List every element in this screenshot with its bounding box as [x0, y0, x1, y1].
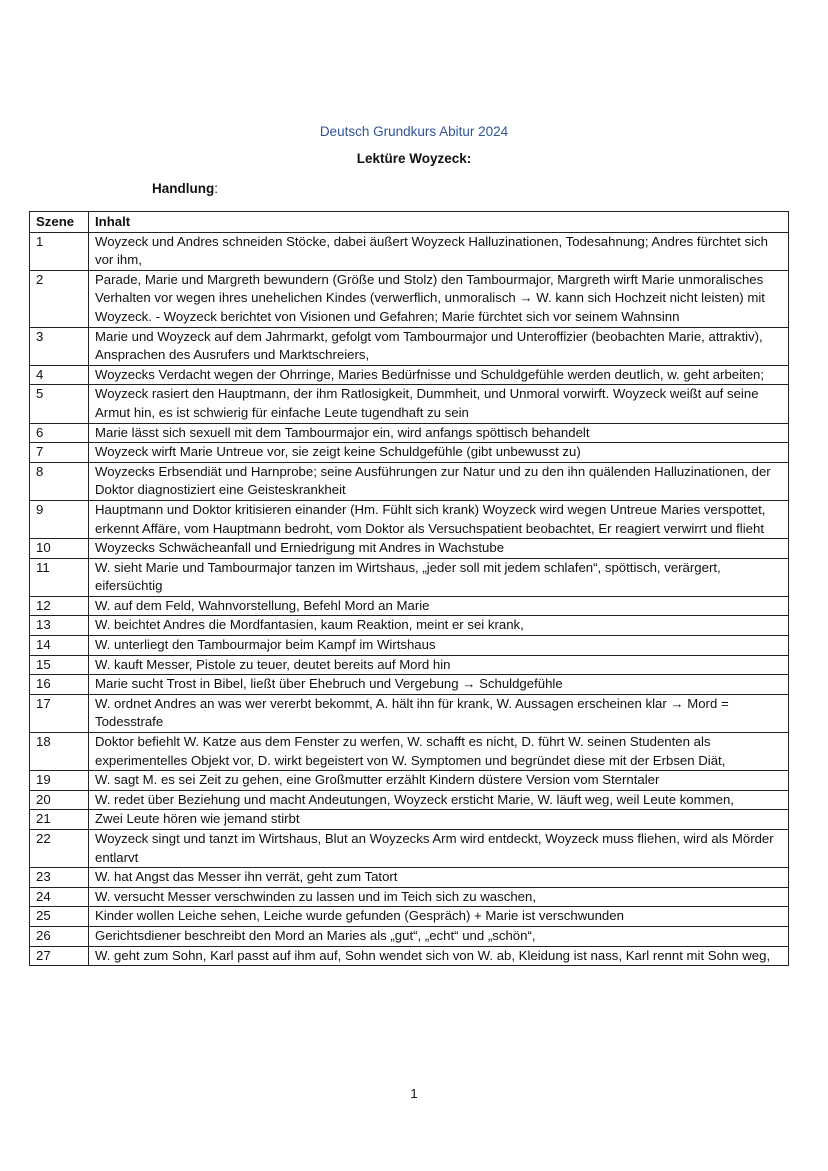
column-header-content: Inhalt: [89, 212, 789, 233]
table-row: [30, 500, 789, 538]
scene-content: W. kauft Messer, Pistole zu teuer, deutet bereits auf Mord hin: [89, 655, 789, 675]
scene-content: Woyzeck singt und tanzt im Wirtshaus, Blut an Woyzecks Arm wird entdeckt, Woyzeck muss fliehen, wird als Mörder entlarvt: [89, 830, 789, 868]
table-header-row: [30, 212, 789, 233]
scene-content: Zwei Leute hören wie jemand stirbt: [89, 810, 789, 830]
scene-content: Doktor befiehlt W. Katze aus dem Fenster zu werfen, W. schafft es nicht, D. führt W. seinen Studenten als experimentelles Objekt vor, D. wirkt begeistert von W. Symptomen und begründet diese mit der Erbsen Diät,: [89, 733, 789, 771]
scene-number: 27: [30, 946, 89, 966]
section-heading-text: Handlung: [152, 181, 215, 196]
table-row: [30, 907, 789, 927]
scene-number: 19: [30, 771, 89, 791]
scene-number: 26: [30, 926, 89, 946]
scene-content: Woyzeck wirft Marie Untreue vor, sie zeigt keine Schuldgefühle (gibt unbewusst zu): [89, 443, 789, 463]
scene-content: Gerichtsdiener beschreibt den Mord an Maries als „gut“, „echt“ und „schön“,: [89, 926, 789, 946]
page-number: 1: [410, 1086, 418, 1101]
scene-content: W. redet über Beziehung und macht Andeutungen, Woyzeck ersticht Marie, W. läuft weg, weil Leute kommen,: [89, 790, 789, 810]
table-row: [30, 539, 789, 559]
section-heading: [152, 181, 218, 196]
scene-content: W. hat Angst das Messer ihn verrät, geht zum Tatort: [89, 868, 789, 888]
table-body: [30, 232, 789, 966]
table-row: [30, 616, 789, 636]
scene-content: Woyzeck rasiert den Hauptmann, der ihm Ratlosigkeit, Dummheit, und Unmoral vorwirft. Woyzeck weißt auf seine Armut hin, es ist schwierig für einfache Leute tugendhaft zu sein: [89, 385, 789, 423]
scene-content: Woyzecks Erbsendiät und Harnprobe; seine Ausführungen zur Natur und zu den ihn quälenden Halluzinationen, der Doktor diagnostiziert eine Geisteskrankheit: [89, 462, 789, 500]
scene-number: 15: [30, 655, 89, 675]
scene-content: W. unterliegt den Tambourmajor beim Kampf im Wirtshaus: [89, 636, 789, 656]
table-row: [30, 926, 789, 946]
table-row: [30, 790, 789, 810]
scene-content: W. geht zum Sohn, Karl passt auf ihm auf, Sohn wendet sich von W. ab, Kleidung ist nass, Karl rennt mit Sohn weg,: [89, 946, 789, 966]
table-row: [30, 385, 789, 423]
scene-number: 23: [30, 868, 89, 888]
scene-number: 2: [30, 270, 89, 327]
scene-number: 18: [30, 733, 89, 771]
scene-number: 7: [30, 443, 89, 463]
scene-number: 5: [30, 385, 89, 423]
table-row: [30, 443, 789, 463]
table-row: [30, 887, 789, 907]
scene-content: W. beichtet Andres die Mordfantasien, kaum Reaktion, meint er sei krank,: [89, 616, 789, 636]
scene-content: Marie sucht Trost in Bibel, ließt über Ehebruch und Vergebung → Schuldgefühle: [89, 675, 789, 695]
scene-content: W. ordnet Andres an was wer vererbt bekommt, A. hält ihn für krank, W. Aussagen erscheinen klar → Mord = Todesstrafe: [89, 694, 789, 732]
scene-content: Woyzecks Schwächeanfall und Erniedrigung mit Andres in Wachstube: [89, 539, 789, 559]
table-row: [30, 423, 789, 443]
scene-number: 3: [30, 327, 89, 365]
scene-number: 6: [30, 423, 89, 443]
table-row: [30, 694, 789, 732]
table-row: [30, 675, 789, 695]
table-row: [30, 810, 789, 830]
table-row: [30, 327, 789, 365]
table-row: [30, 596, 789, 616]
scene-number: 24: [30, 887, 89, 907]
scene-content: Marie lässt sich sexuell mit dem Tambourmajor ein, wird anfangs spöttisch behandelt: [89, 423, 789, 443]
scene-content: Marie und Woyzeck auf dem Jahrmarkt, gefolgt vom Tambourmajor und Unteroffizier (beobachten Marie, attraktiv), Ansprachen des Ausrufers und Marktschreiers,: [89, 327, 789, 365]
scene-content: Woyzeck und Andres schneiden Stöcke, dabei äußert Woyzeck Halluzinationen, Todesahnung; Andres fürchtet sich vor ihm,: [89, 232, 789, 270]
scene-content: W. versucht Messer verschwinden zu lassen und im Teich sich zu waschen,: [89, 887, 789, 907]
scene-number: 20: [30, 790, 89, 810]
document-title: Lektüre Woyzeck:: [356, 151, 472, 166]
table-row: [30, 868, 789, 888]
scene-content: W. sieht Marie und Tambourmajor tanzen im Wirtshaus, „jeder soll mit jedem schlafen“, spöttisch, verärgert, eifersüchtig: [89, 558, 789, 596]
scene-table: [29, 211, 789, 966]
scene-content: Kinder wollen Leiche sehen, Leiche wurde gefunden (Gespräch) + Marie ist verschwunden: [89, 907, 789, 927]
scene-content: Parade, Marie und Margreth bewundern (Größe und Stolz) den Tambourmajor, Margreth wirft Marie unmoralisches Verhalten vor wegen ihres unehelichen Kindes (verwerflich, unmoralisch → W. kann sich Hochzeit nicht leisten) mit Woyzeck. - Woyzeck berichtet von Visionen und Gefahren; Marie fürchtet sich vor seinem Wahnsinn: [89, 270, 789, 327]
section-heading-colon: :: [214, 181, 219, 196]
scene-number: 14: [30, 636, 89, 656]
table-row: [30, 636, 789, 656]
table-row: [30, 946, 789, 966]
table-row: [30, 270, 789, 327]
scene-number: 10: [30, 539, 89, 559]
scene-number: 16: [30, 675, 89, 695]
scene-number: 1: [30, 232, 89, 270]
table-row: [30, 771, 789, 791]
scene-number: 22: [30, 830, 89, 868]
table-row: [30, 733, 789, 771]
table-row: [30, 232, 789, 270]
column-header-scene: Szene: [30, 212, 89, 233]
table-row: [30, 365, 789, 385]
scene-content: Woyzecks Verdacht wegen der Ohrringe, Maries Bedürfnisse und Schuldgefühle werden deutlich, w. geht arbeiten;: [89, 365, 789, 385]
table-row: [30, 558, 789, 596]
scene-number: 13: [30, 616, 89, 636]
scene-content: W. sagt M. es sei Zeit zu gehen, eine Großmutter erzählt Kindern düstere Version vom Sterntaler: [89, 771, 789, 791]
scene-number: 12: [30, 596, 89, 616]
scene-number: 8: [30, 462, 89, 500]
scene-content: Hauptmann und Doktor kritisieren einander (Hm. Fühlt sich krank) Woyzeck wird wegen Untreue Maries verspottet, erkennt Affäre, vom Hauptmann bedroht, vom Doktor als Versuchspatient beobachtet, Er reagiert verwirrt und flieht: [89, 500, 789, 538]
scene-number: 17: [30, 694, 89, 732]
scene-number: 4: [30, 365, 89, 385]
scene-number: 9: [30, 500, 89, 538]
table-row: [30, 655, 789, 675]
scene-number: 21: [30, 810, 89, 830]
scene-number: 25: [30, 907, 89, 927]
scene-number: 11: [30, 558, 89, 596]
document-header: Deutsch Grundkurs Abitur 2024: [319, 124, 509, 139]
scene-content: W. auf dem Feld, Wahnvorstellung, Befehl Mord an Marie: [89, 596, 789, 616]
table-row: [30, 462, 789, 500]
table-row: [30, 830, 789, 868]
